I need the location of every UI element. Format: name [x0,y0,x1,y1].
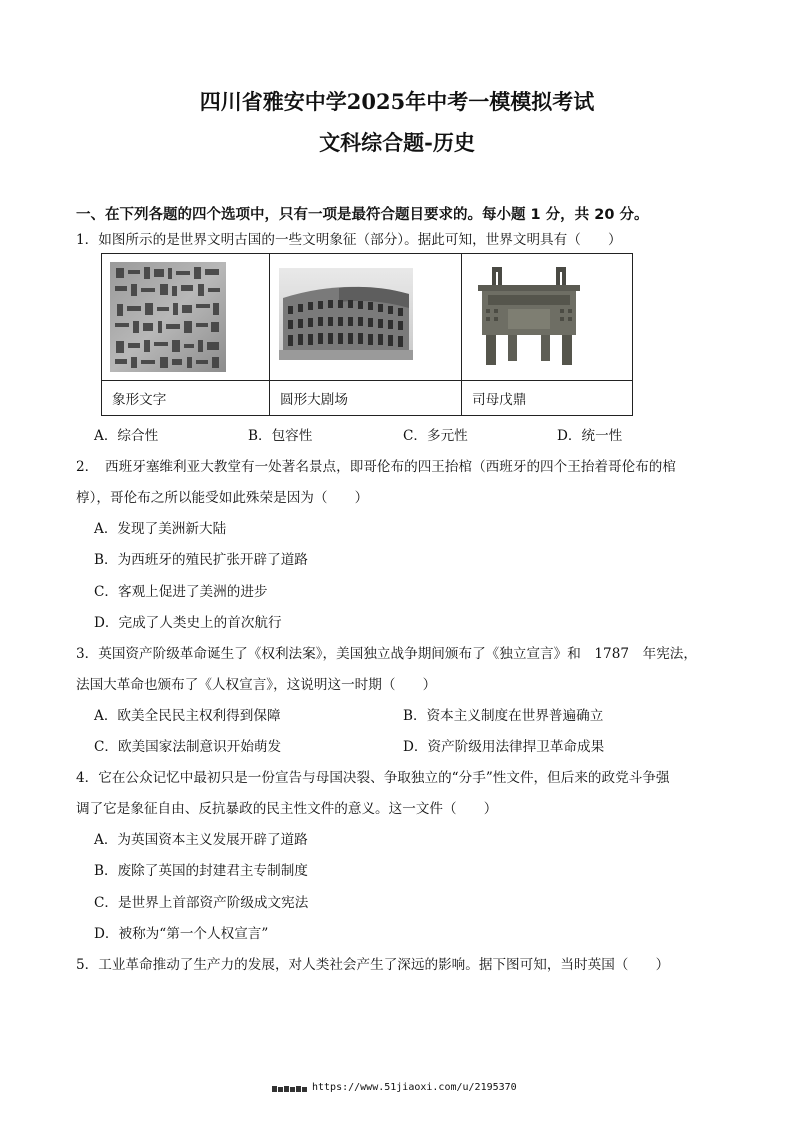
question-5-stem: 5．工业革命推动了生产力的发展，对人类社会产生了深远的影响。据下图可知，当时英国（ ） [76,957,670,973]
question-3-option-d: D．资产阶级用法律捍卫革命成果 [403,739,605,755]
question-2-option-c: C．客观上促进了美洲的进步 [94,584,268,600]
question-2-option-a: A．发现了美洲新大陆 [94,521,227,537]
question-1-option-a: A．综合性 [94,428,159,444]
question-4-stem-line-1: 4．它在公众记忆中最初只是一份宣告与母国决裂、争取独立的“分手”性文件，但后来的政党斗争强 [76,770,670,786]
question-1-stem: 1．如图所示的是世界文明古国的一些文明象征（部分）。据此可知，世界文明具有（ ） [76,232,622,248]
question-3-option-a: A．欧美全民民主权利得到保障 [94,708,281,724]
figure-caption-3: 司母戊鼎 [462,381,633,416]
figure-caption-1: 象形文字 [102,381,270,416]
question-3-option-b: B．资本主义制度在世界普遍确立 [403,708,604,724]
footer-logo-icon [272,1085,308,1093]
question-2-option-b: B．为西班牙的殖民扩张开辟了道路 [94,552,308,568]
question-2-stem-line-2: 椁），哥伦布之所以能受如此殊荣是因为（ ） [76,490,369,506]
question-1-option-c: C．多元性 [403,428,468,444]
question-1-option-b: B．包容性 [248,428,313,444]
colosseum-image [279,268,413,360]
question-2-stem-line-1: 2． 西班牙塞维利亚大教堂有一处著名景点，即哥伦布的四王抬棺（西班牙的四个王抬着哥伦布的棺 [76,459,676,475]
section-heading: 一、在下列各题的四个选项中，只有一项是最符合题目要求的。每小题 1 分，共 20 分。 [76,207,649,223]
question-4-option-c: C．是世界上首部资产阶级成文宪法 [94,895,309,911]
simuwu-ding-image [470,263,588,369]
question-4-option-b: B．废除了英国的封建君主专制制度 [94,863,308,879]
question-1-option-d: D．统一性 [557,428,623,444]
hieroglyph-relief-image [110,262,226,372]
question-3-stem-line-2: 法国大革命也颁布了《人权宣言》，这说明这一时期（ ） [76,677,437,693]
exam-subtitle: 文科综合题-历史 [319,130,475,155]
exam-title: 四川省雅安中学2025年中考一模模拟考试 [199,89,595,114]
figure-caption-2: 圆形大剧场 [270,381,462,416]
question-4-option-a: A．为英国资本主义发展开辟了道路 [94,832,308,848]
footer-url-link[interactable]: https://www.51jiaoxi.com/u/2195370 [312,1082,517,1093]
question-4-option-d: D．被称为“第一个人权宣言” [94,926,269,942]
question-2-option-d: D．完成了人类史上的首次航行 [94,615,282,631]
question-3-stem-line-1: 3．英国资产阶级革命诞生了《权利法案》，美国独立战争期间颁布了《独立宣言》和 1787 年宪法， [76,646,697,662]
question-4-stem-line-2: 调了它是象征自由、反抗暴政的民主性文件的意义。这一文件（ ） [76,801,498,817]
question-3-option-c: C．欧美国家法制意识开始萌发 [94,739,282,755]
